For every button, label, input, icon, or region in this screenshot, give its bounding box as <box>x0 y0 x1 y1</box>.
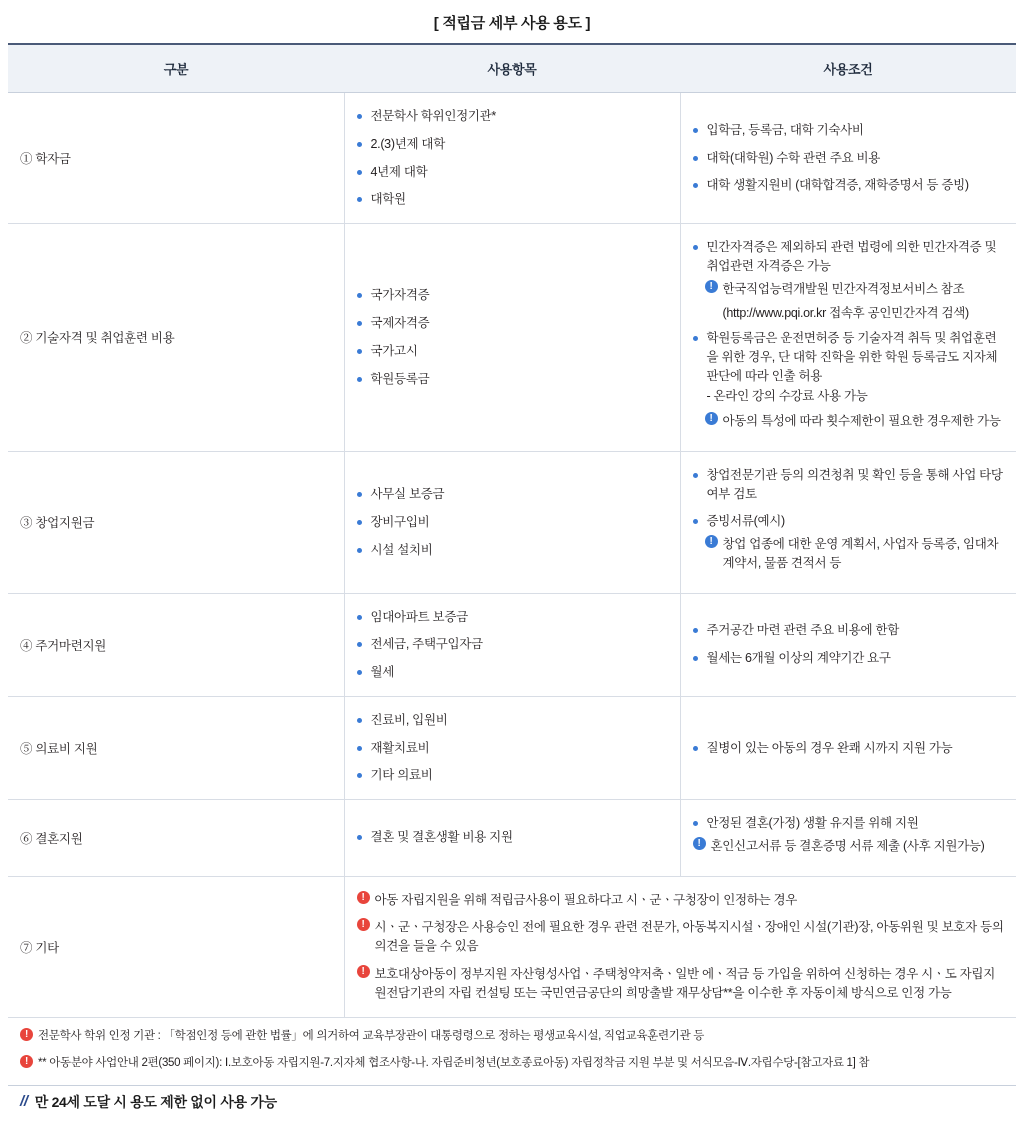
list-item: 4년제 대학 <box>357 163 668 182</box>
list-item: 국제자격증 <box>357 314 668 333</box>
exclamation-icon: ! <box>705 280 718 293</box>
item-list <box>357 711 668 785</box>
condition-list <box>693 466 1005 531</box>
table-row <box>8 93 1016 224</box>
footnote-text: ** 아동분야 사업안내 2편(350 페이지): Ⅰ.보호아동 자립지원-7.지자체 협조사항-나. 자립준비청년(보호종료아동) 자립정착금 지원 부분 및 서식모음-Ⅳ.자립수당-[참고자료 1] 참 <box>38 1056 870 1069</box>
table-header-row <box>8 44 1016 93</box>
condition-list <box>693 814 1005 833</box>
list-item: 민간자격증은 제외하되 관련 법령에 의한 민간자격증 및 취업관련 자격증은 가능 <box>693 238 1005 276</box>
condition-list-2 <box>693 329 1005 385</box>
list-item: 전문학사 학위인정기관* <box>357 107 668 126</box>
bottom-note <box>8 1086 1016 1126</box>
list-item: 안정된 결혼(가정) 생활 유지를 위해 지원 <box>693 814 1005 833</box>
table-body <box>8 93 1016 1018</box>
condition-list <box>693 621 1005 668</box>
note-line <box>705 280 1005 299</box>
note-text: 혼인신고서류 등 결혼증명 서류 제출 (사후 지원가능) <box>710 838 985 853</box>
row-division: ① 학자금 <box>8 93 344 224</box>
item-list <box>357 107 668 209</box>
item-list <box>357 286 668 388</box>
condition-list <box>693 739 1005 758</box>
row-etc-content <box>344 876 1016 1018</box>
row-division: ④ 주거마련지원 <box>8 593 344 696</box>
list-item-text: 아동 자립지원을 위해 적립금사용이 필요하다고 시ㆍ군ㆍ구청장이 인정하는 경우 <box>374 892 798 907</box>
item-list <box>357 485 668 559</box>
row-division: ⑦ 기타 <box>8 876 344 1018</box>
note-text: 한국직업능력개발원 민간자격정보서비스 참조 <box>722 281 965 296</box>
list-item: 국가고시 <box>357 342 668 361</box>
row-division: ⑥ 결혼지원 <box>8 800 344 877</box>
item-list <box>357 828 668 847</box>
exclamation-icon: ! <box>693 837 706 850</box>
column-header-division: 구분 <box>8 44 344 93</box>
column-header-condition: 사용조건 <box>680 44 1016 93</box>
list-item: 2.(3)년제 대학 <box>357 135 668 154</box>
list-item: 증빙서류(예시) <box>693 512 1005 531</box>
exclamation-icon: ! <box>357 965 370 978</box>
note-line <box>705 412 1005 431</box>
usage-table <box>8 43 1016 1018</box>
bottom-note-text: 만 24세 도달 시 용도 제한 없이 사용 가능 <box>34 1093 277 1110</box>
item-list <box>357 608 668 682</box>
list-item <box>357 965 1005 1004</box>
condition-list <box>693 238 1005 276</box>
note-line <box>705 535 1005 573</box>
row-conditions <box>680 451 1016 593</box>
list-item <box>357 891 1005 910</box>
table-row <box>8 593 1016 696</box>
row-conditions <box>680 593 1016 696</box>
list-item: 입학금, 등록금, 대학 기숙사비 <box>693 121 1005 140</box>
row-conditions <box>680 800 1016 877</box>
list-item: 재활치료비 <box>357 739 668 758</box>
etc-list <box>357 891 1005 1004</box>
list-item: 진료비, 입원비 <box>357 711 668 730</box>
list-item: 기타 의료비 <box>357 766 668 785</box>
note-text: 아동의 특성에 따라 횟수제한이 필요한 경우제한 가능 <box>722 414 1001 428</box>
list-item: 대학원 <box>357 190 668 209</box>
table-row <box>8 224 1016 452</box>
footnote <box>20 1028 1006 1045</box>
list-item: 임대아파트 보증금 <box>357 608 668 627</box>
list-item: 전세금, 주택구입자금 <box>357 635 668 654</box>
dash-note: - 온라인 강의 수강료 사용 가능 <box>706 389 868 404</box>
row-division: ③ 창업지원금 <box>8 451 344 593</box>
list-item: 창업전문기관 등의 의견청취 및 확인 등을 통해 사업 타당 여부 검토 <box>693 466 1005 504</box>
slashes-icon: // <box>20 1093 28 1111</box>
list-item: 시설 설치비 <box>357 541 668 560</box>
list-item: 대학(대학원) 수학 관련 주요 비용 <box>693 149 1005 168</box>
note-line <box>693 837 1005 856</box>
exclamation-icon: ! <box>20 1028 33 1041</box>
row-conditions <box>680 696 1016 799</box>
list-item: 대학 생활지원비 (대학합격증, 재학증명서 등 증빙) <box>693 176 1005 195</box>
list-item: 학원등록금은 운전면허증 등 기술자격 취득 및 취업훈련을 위한 경우, 단 대학 진학을 위한 학원 등록금도 지자체 판단에 따라 인출 허용 <box>693 329 1005 385</box>
list-item <box>357 918 1005 957</box>
list-item: 월세 <box>357 663 668 682</box>
page-title: [ 적립금 세부 사용 용도 ] <box>433 15 591 32</box>
note-text: 창업 업종에 대한 운영 계획서, 사업자 등록증, 임대차 계약서, 물품 견적서 등 <box>722 537 999 570</box>
row-items <box>344 451 680 593</box>
list-item: 사무실 보증금 <box>357 485 668 504</box>
row-items <box>344 800 680 877</box>
row-items <box>344 224 680 452</box>
exclamation-icon: ! <box>20 1055 33 1068</box>
row-conditions <box>680 224 1016 452</box>
exclamation-icon: ! <box>705 535 718 548</box>
footnote <box>20 1055 1006 1072</box>
condition-list <box>693 121 1005 195</box>
footnotes <box>8 1018 1016 1085</box>
note-subtext: (http://www.pqi.or.kr 접속후 공인민간자격 검색) <box>722 306 969 321</box>
row-conditions <box>680 93 1016 224</box>
exclamation-icon: ! <box>705 412 718 425</box>
list-item: 장비구입비 <box>357 513 668 532</box>
exclamation-icon: ! <box>357 891 370 904</box>
row-division: ⑤ 의료비 지원 <box>8 696 344 799</box>
table-row <box>8 451 1016 593</box>
list-item: 질병이 있는 아동의 경우 완쾌 시까지 지원 가능 <box>693 739 1005 758</box>
row-items <box>344 593 680 696</box>
row-items <box>344 696 680 799</box>
list-item: 월세는 6개월 이상의 계약기간 요구 <box>693 649 1005 668</box>
table-row <box>8 800 1016 877</box>
list-item-text: 보호대상아동이 정부지원 자산형성사업ㆍ주택청약저축ㆍ일반 에ㆍ적금 등 가입을 위하여 신청하는 경우 시ㆍ도 자립지원전담기관의 자립 컨설팅 또는 국민연금공단의 희망출발 재무상담**을 이수한 후 자동이체 방식으로 인정 가능 <box>374 966 995 1000</box>
list-item: 주거공간 마련 관련 주요 비용에 한함 <box>693 621 1005 640</box>
table-header <box>8 44 1016 93</box>
row-items <box>344 93 680 224</box>
row-division: ② 기술자격 및 취업훈련 비용 <box>8 224 344 452</box>
list-item: 결혼 및 결혼생활 비용 지원 <box>357 828 668 847</box>
list-item: 학원등록금 <box>357 370 668 389</box>
footnote-text: 전문학사 학위 인정 기관 : 「학점인정 등에 관한 법률」에 의거하여 교육부장관이 대통령령으로 정하는 평생교육시설, 직업교육훈련기관 등 <box>38 1030 705 1043</box>
column-header-item: 사용항목 <box>344 44 680 93</box>
exclamation-icon: ! <box>357 918 370 931</box>
table-row <box>8 876 1016 1018</box>
table-row <box>8 696 1016 799</box>
list-item: 국가자격증 <box>357 286 668 305</box>
list-item-text: 시ㆍ군ㆍ구청장은 사용승인 전에 필요한 경우 관련 전문가, 아동복지시설ㆍ장애인 시설(기관)장, 아동위원 및 보호자 등의 의견을 들을 수 있음 <box>374 919 1004 954</box>
